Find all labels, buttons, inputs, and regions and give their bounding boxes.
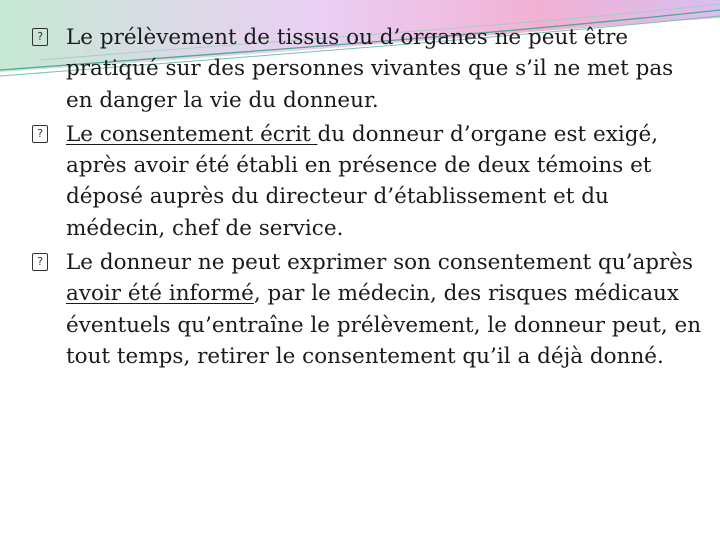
underlined-text: avoir été informé: [66, 281, 254, 307]
bullet-paragraph: [32, 247, 702, 372]
bullet-icon: ?: [32, 253, 48, 271]
paragraph-text: Le donneur ne peut exprimer son consentement qu’après: [66, 250, 694, 276]
underlined-text: Le consentement écrit: [66, 121, 318, 147]
bullet-paragraph: [32, 119, 702, 244]
paragraph-text: Le prélèvement de tissus ou d’organes ne peut être pratiqué sur des personnes vivantes que s’il ne met pas en danger la vie du donneur.: [66, 25, 674, 113]
paragraph-text: du donneur d’organe est exigé, après avoir été établi en présence de deux témoins et déposé auprès du directeur d’établissement et du médecin, chef de service.: [66, 121, 659, 241]
bullet-icon: ?: [32, 125, 48, 143]
bullet-icon: ?: [32, 28, 48, 46]
paragraph-text: , par le médecin, des risques médicaux éventuels qu’entraîne le prélèvement, le donneur peut, en tout temps, retirer le consentement qu’il a déjà donné.: [66, 281, 702, 369]
bullet-list: [32, 22, 702, 375]
bullet-paragraph: [32, 22, 702, 116]
